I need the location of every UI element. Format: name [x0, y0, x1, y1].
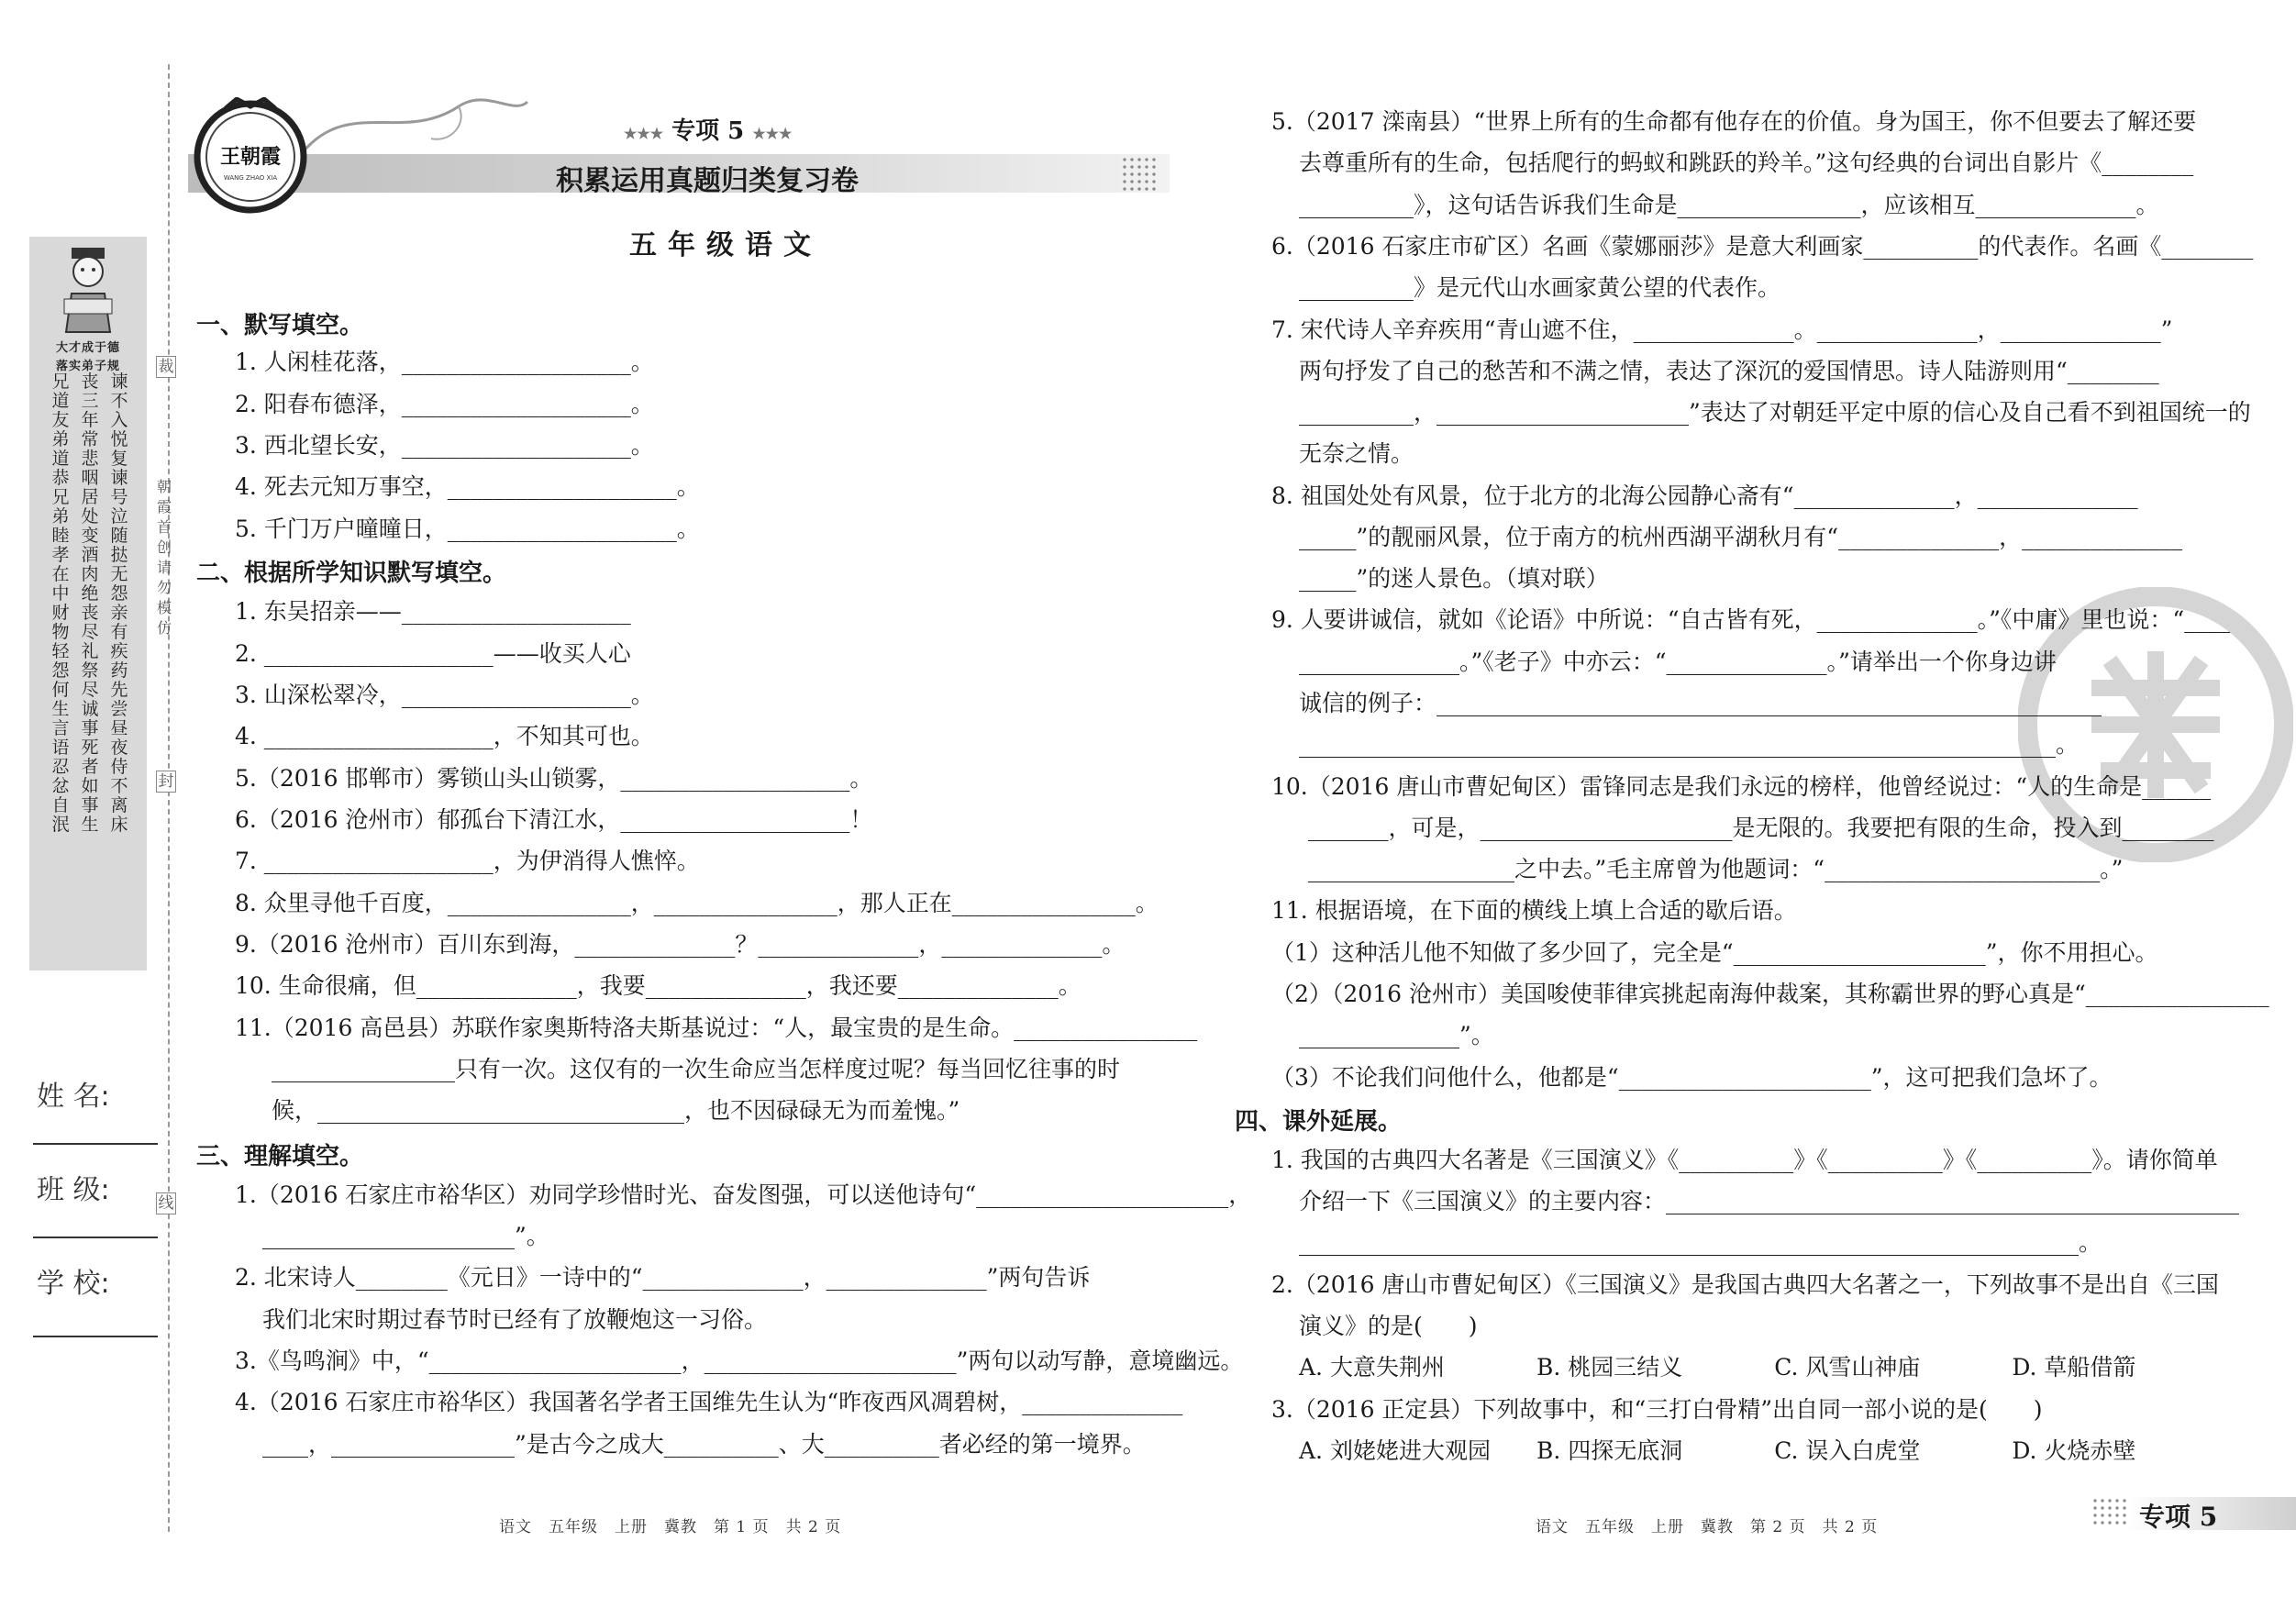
question-line: 介绍一下《三国演义》的主要内容：__________________________________________________	[1299, 1188, 2240, 1214]
question-line: __________________之中去。”毛主席曾为他题词：“________________________。”	[1308, 856, 2124, 882]
choice-options: A. 刘姥姥进大观园 B. 四探无底洞 C. 误入白虎堂 D. 火烧赤壁	[1299, 1437, 2136, 1464]
star-icons-right: ★★★	[752, 125, 793, 142]
question-line: 9.（2016 沧州市）百川东到海，______________？______________，______________。	[235, 931, 1126, 958]
class-field[interactable]	[33, 1237, 158, 1238]
question-line: 4. ____________________，不知其可也。	[235, 723, 654, 749]
section-3-title: 三、理解填空。	[196, 1143, 364, 1170]
question-line: 2. 北宋诗人________《元日》一诗中的“______________，______________”两句告诉	[235, 1264, 1091, 1291]
question-line: 1.（2016 石家庄市裕华区）劝同学珍惜时光、奋发图强，可以送他诗句“______________________，	[235, 1181, 1252, 1208]
question-line: 10. 生命很痛，但______________，我要______________，我还要______________。	[235, 972, 1081, 999]
question-line: ________________只有一次。这仅有的一次生命应当怎样度过呢？每当回忆往事的时	[272, 1056, 1121, 1082]
brand-logo	[191, 97, 310, 216]
name-label: 姓 名:	[37, 1081, 110, 1113]
cut-mark-2: 封	[156, 771, 176, 793]
binding-dashed-line	[168, 64, 170, 1532]
question-line: 1. 我国的古典四大名著是《三国演义》《__________》《__________》《__________》。请你简单	[1271, 1147, 2218, 1173]
choice-options: A. 大意失荆州 B. 桃园三结义 C. 风雪山神庙 D. 草船借箭	[1299, 1354, 2136, 1381]
question-line: 3.《鸟鸣涧》中，“______________________，______________________”两句以动写静，意境幽远。	[235, 1347, 1244, 1374]
question-line: __________，______________________”表达了对朝廷平定中原的信心及自己看不到祖国统一的	[1299, 399, 2251, 426]
title-bar-dots	[1121, 156, 1156, 191]
name-field[interactable]	[33, 1143, 158, 1145]
question-line: _______，可是，______________________是无限的。我要把有限的生命，投入到________	[1308, 815, 2214, 841]
question-line: 3. 山深松翠冷，____________________。	[235, 682, 654, 708]
question-line: 5.（2017 滦南县）“世界上所有的生命都有他存在的价值。身为国王，你不但要去了解还要	[1271, 108, 2197, 135]
question-line: ______________________”。	[262, 1223, 549, 1249]
question-line: __________》是元代山水画家黄公望的代表作。	[1299, 274, 1781, 301]
class-label: 班 级:	[37, 1174, 110, 1206]
question-line: （2）（2016 沧州市）美国唆使菲律宾挑起南海仲裁案，其称霸世界的野心真是“________________	[1271, 981, 2269, 1007]
question-line: 11. 根据语境，在下面的横线上填上合适的歇后语。	[1271, 897, 1797, 924]
question-line: ______________”。	[1299, 1022, 1494, 1048]
question-line: 两句抒发了自己的愁苦和不满之情，表达了深沉的爱国情思。诗人陆游则用“________	[1299, 358, 2159, 384]
ribbon-decoration	[294, 88, 532, 161]
question-line: 9. 人要讲诚信，就如《论语》中所说：“自古皆有死，______________。”《中庸》里也说：“____	[1271, 606, 2231, 633]
sidebar-panel	[29, 237, 147, 970]
page-subtitle: 五年级语文	[629, 229, 822, 261]
cut-mark-3: 线	[156, 1192, 176, 1214]
question-line: （3）不论我们问他什么，他都是“______________________”，这可把我们急坏了。	[1271, 1064, 2113, 1091]
question-line: 5. 千门万户曈曈日，____________________。	[235, 516, 700, 542]
question-line: 8. 祖国处处有风景，位于北方的北海公园静心斋有“______________，______________	[1271, 482, 2138, 509]
question-line: ____________________________________________________________________。	[1299, 1229, 2102, 1256]
page1-footer: 语文 五年级 上册 冀教 第 1 页 共 2 页	[499, 1518, 842, 1536]
corner-dots	[2091, 1497, 2128, 1526]
question-line: 候，________________________________，也不因碌碌无为而羞愧。”	[272, 1097, 960, 1124]
subject-tag: ★★★ 专项 5 ★★★	[624, 117, 793, 145]
question-line: 2.（2016 唐山市曹妃甸区）《三国演义》是我国古典四大名著之一，下列故事不是出自《三国	[1271, 1271, 2219, 1298]
question-line: 7. 宋代诗人辛弃疾用“青山遮不住，______________。______________，______________”	[1271, 316, 2173, 343]
question-line: 11.（2016 高邑县）苏联作家奥斯特洛夫斯基说过：“人，最宝贵的是生命。________________	[235, 1015, 1198, 1041]
school-field[interactable]	[33, 1336, 158, 1337]
question-line: 诚信的例子：__________________________________________________________	[1299, 690, 2102, 716]
question-line: 1. 人闲桂花落，____________________。	[235, 349, 654, 375]
question-line: __________________________________________________________________。	[1299, 731, 2080, 758]
question-line: 我们北宋时期过春节时已经有了放鞭炮这一习俗。	[262, 1306, 768, 1333]
cut-mark-1: 裁	[156, 356, 176, 378]
question-line: 3.（2016 正定县）下列故事中，和“三打白骨精”出自同一部小说的是( )	[1271, 1396, 2043, 1423]
question-line: 3. 西北望长安，____________________。	[235, 432, 654, 459]
corner-tag: 专项 5	[2139, 1502, 2218, 1532]
page-title: 积累运用真题归类复习卷	[556, 165, 859, 197]
question-line: 7. ____________________，为伊消得人憔悴。	[235, 848, 700, 874]
scholar-figure-icon	[55, 246, 121, 334]
question-line: 6.（2016 石家庄市矿区）名画《蒙娜丽莎》是意大利画家__________的代表作。名画《________	[1271, 233, 2254, 260]
question-line: ____，________________”是古今之成大__________、大__________者必经的第一境界。	[262, 1431, 1146, 1458]
question-line: 演义》的是( )	[1299, 1313, 1478, 1339]
question-line: _____”的迷人景色。（填对联）	[1299, 565, 1609, 592]
school-label: 学 校:	[37, 1268, 110, 1300]
question-line: ______________。”《老子》中亦云：“______________。”请举出一个你身边讲	[1299, 649, 2057, 675]
page2-footer: 语文 五年级 上册 冀教 第 2 页 共 2 页	[1536, 1518, 1879, 1536]
section-4-title: 四、课外延展。	[1235, 1108, 1403, 1136]
sidebar-column-1: 兄道友弟道恭兄弟睦孝在中财物轻怨何生言语忍忿自泯	[51, 372, 70, 835]
question-line: 4.（2016 石家庄市裕华区）我国著名学者王国维先生认为“昨夜西风凋碧树，______________	[235, 1389, 1183, 1415]
question-line: 10.（2016 唐山市曹妃甸区）雷锋同志是我们永远的榜样，他曾经说过：“人的生命是______	[1271, 773, 2212, 800]
question-line: 去尊重所有的生命，包括爬行的蚂蚁和跳跃的羚羊。”这句经典的台词出自影片《________	[1299, 150, 2194, 176]
question-line: 4. 死去元知万事空，____________________。	[235, 473, 700, 500]
question-line: 6.（2016 沧州市）郁孤台下清江水，____________________！	[235, 806, 873, 833]
svg-text:WANG ZHAO XIA: WANG ZHAO XIA	[223, 174, 278, 182]
section-1-title: 一、默写填空。	[196, 312, 364, 339]
question-line: 5.（2016 邯郸市）雾锁山头山锁雾，____________________。	[235, 765, 873, 792]
section-2-title: 二、根据所学知识默写填空。	[196, 560, 507, 587]
sidebar-banner: 大才成于德 落实弟子规	[55, 341, 120, 373]
svg-text:王朝霞: 王朝霞	[219, 145, 282, 169]
sidebar-column-2: 丧三年常悲咽居处变酒肉绝丧尽礼祭尽诚事死者如事生	[81, 372, 99, 835]
question-line: 2. 阳春布德泽，____________________。	[235, 391, 654, 417]
question-line: __________》，这句话告诉我们生命是________________，应该相互______________。	[1299, 192, 2159, 218]
question-line: 2. ____________________——收买人心	[235, 640, 631, 667]
question-line: 8. 众里寻他千百度，________________，________________，那人正在________________。	[235, 890, 1159, 916]
sidebar-column-3: 谏不入悦复谏号泣随挞无怨亲有疾药先尝昼夜侍不离床	[110, 372, 128, 835]
question-line: （1）这种活儿他不知做了多少回了，完全是“______________________”，你不用担心。	[1271, 939, 2158, 966]
question-line: _____”的靓丽风景，位于南方的杭州西湖平湖秋月有“______________，______________	[1299, 524, 2183, 550]
copyright-notice: 朝霞首创 请勿模仿	[156, 478, 172, 637]
star-icons-left: ★★★	[624, 125, 664, 142]
question-line: 1. 东吴招亲——____________________	[235, 598, 631, 625]
question-line: 无奈之情。	[1299, 440, 1414, 467]
